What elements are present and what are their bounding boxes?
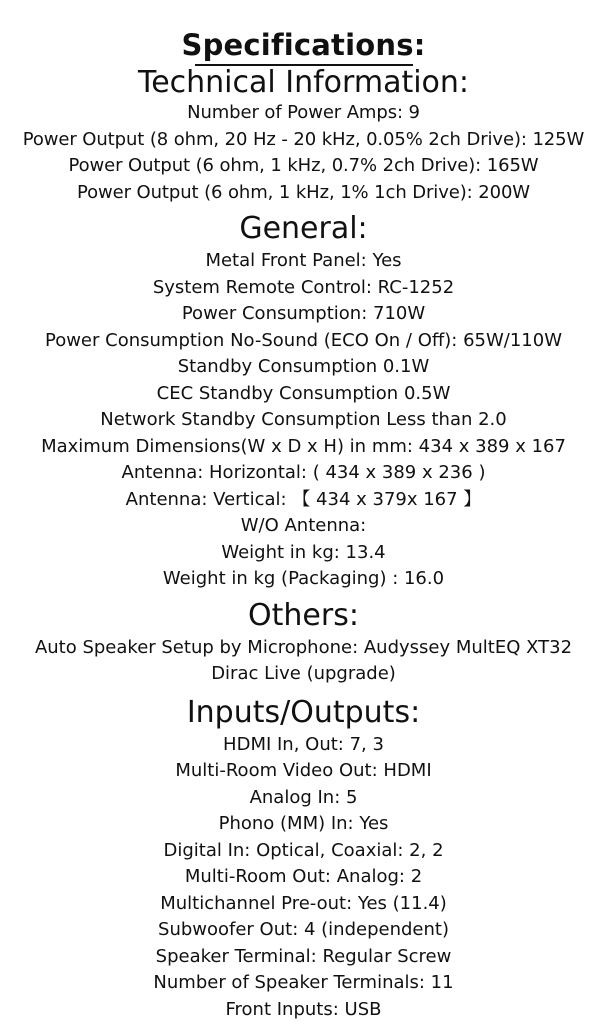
spec-row: W/O Antenna: — [240, 515, 367, 536]
spec-row: Standby Consumption 0.1W — [177, 356, 430, 377]
spec-row: Power Consumption: 710W — [181, 303, 426, 324]
spec-row: Antenna: Vertical: 【 434 x 379x 167 】 — [125, 488, 482, 510]
spec-row: Number of Speaker Terminals: 11 — [153, 972, 454, 993]
spec-row: Multi-Room Out: Analog: 2 — [184, 866, 423, 887]
spec-row: Dirac Live (upgrade) — [211, 663, 396, 684]
section-others — [0, 599, 607, 688]
spec-row: Subwoofer Out: 4 (independent) — [158, 919, 449, 940]
section-heading-technical: Technical Information: — [137, 65, 470, 100]
section-heading-others: Others: — [248, 597, 359, 633]
spec-row: Metal Front Panel: Yes — [205, 250, 402, 271]
spec-row: HDMI In, Out: 7, 3 — [223, 733, 384, 755]
spec-row: Speaker Terminal: Regular Screw — [155, 945, 452, 967]
section-technical-information — [0, 66, 607, 206]
spec-row: CEC Standby Consumption 0.5W — [156, 382, 451, 404]
spec-row: Number of Power Amps: 9 — [187, 102, 420, 123]
section-general — [0, 212, 607, 593]
spec-row: Multichannel Pre-out: Yes (11.4) — [160, 892, 447, 914]
spec-row: Power Output (6 ohm, 1 kHz, 0.7% 2ch Drive): 165W — [68, 155, 539, 176]
spec-row: Front Inputs: USB — [225, 998, 382, 1020]
spec-row: Multi-Room Video Out: HDMI — [175, 760, 432, 781]
spec-row: Weight in kg (Packaging) : 16.0 — [162, 568, 445, 589]
spec-row: Network Standby Consumption Less than 2.0 — [100, 409, 507, 430]
section-inputs-outputs — [0, 696, 607, 1024]
spec-row: System Remote Control: RC-1252 — [152, 276, 455, 298]
spec-row: Maximum Dimensions(W x D x H) in mm: 434 x 389 x 167 — [41, 435, 566, 457]
spec-row: Power Output (8 ohm, 20 Hz - 20 kHz, 0.05% 2ch Drive): 125W — [22, 128, 585, 150]
spec-row: Power Output (6 ohm, 1 kHz, 1% 1ch Drive): 200W — [76, 181, 531, 203]
spec-row: Phono (MM) In: Yes — [218, 813, 389, 834]
section-heading-general: General: — [239, 211, 368, 246]
spec-row: Digital In: Optical, Coaxial: 2, 2 — [163, 839, 444, 861]
page-title: Specifications: — [181, 28, 426, 62]
section-heading-inputs-outputs: Inputs/Outputs: — [186, 694, 421, 730]
spec-row: Weight in kg: 13.4 — [221, 541, 386, 563]
spec-row: Auto Speaker Setup by Microphone: Audyssey MultEQ XT32 — [34, 636, 573, 658]
spec-row: Antenna: Horizontal: ( 434 x 389 x 236 ) — [121, 462, 486, 483]
spec-row: Power Consumption No-Sound (ECO On / Off): 65W/110W — [44, 329, 563, 351]
spec-row: Analog In: 5 — [249, 786, 358, 808]
